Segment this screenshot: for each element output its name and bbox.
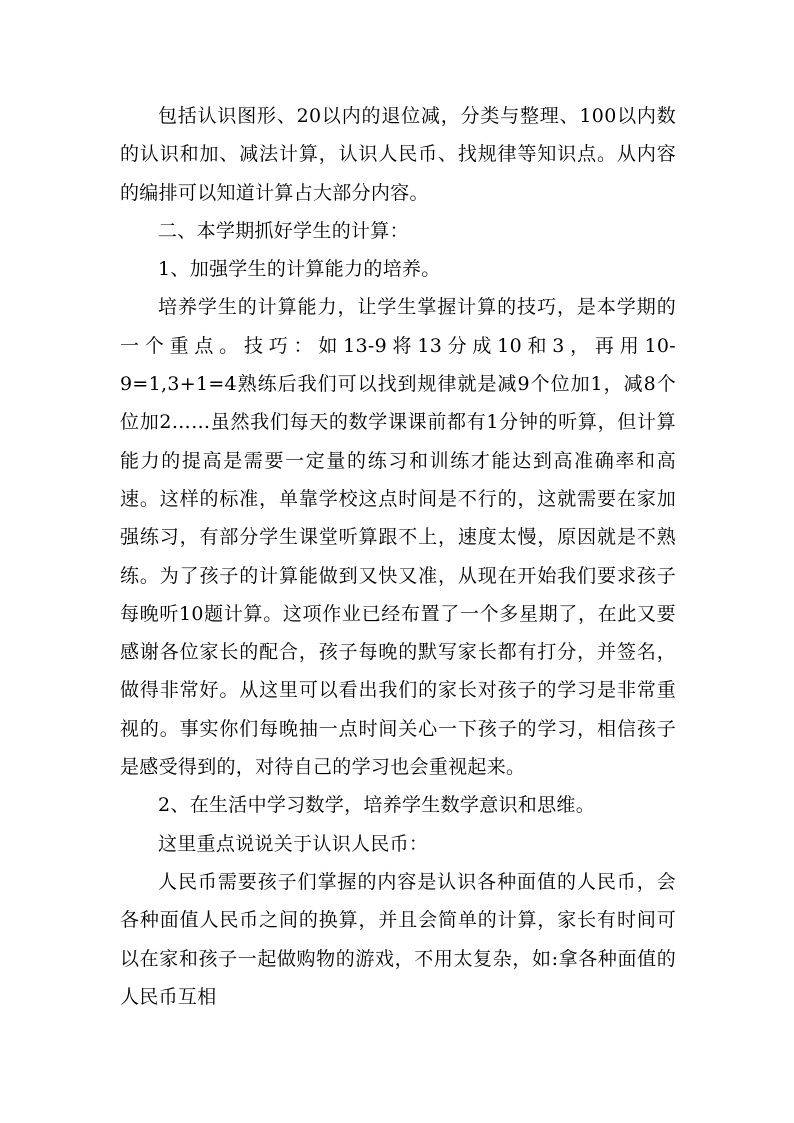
section-heading-calculation: 二、本学期抓好学生的计算： [158,219,409,242]
paragraph-rmb-content: 人民币需要孩子们掌握的内容是认识各种面值的人民币，会各种面值人民币之间的换算，并且会简单的计算，家长有时间可以在家和孩子一起做购物的游戏，不用太复杂，如:拿各种面值的人民币互相 [120,870,676,1008]
paragraph-calculation-training: 培养学生的计算能力，让学生掌握计算的技巧，是本学期的一个重点。技巧：如13-9将13分成10和3，再用10-9=1,3+1=4熟练后我们可以找到规律就是减9个位加1，减8个位加2……虽然我们每天的数学课课前都有1分钟的听算，但计算能力的提高是需要一定量的练习和训练才能达到高准确率和高速。这样的标准，单靠学校这点时间是不行的，这就需要在家加强练习，有部分学生课堂听算跟不上，速度太慢，原因就是不熟练。为了孩子的计算能做到又快又准，从现在开始我们要求孩子每晚听10题计算。这项作业已经布置了一个多星期了，在此又要感谢各位家长的配合，孩子每晚的默写家长都有打分，并签名，做得非常好。从这里可以看出我们的家长对孩子的学习是非常重视的。事实你们每晚抽一点时间关心一下孩子的学习，相信孩子是感受得到的，对待自己的学习也会重视起来。 [120,296,676,779]
subheading-calculation-ability: 1、加强学生的计算能力的培养。 [158,258,441,281]
paragraph-topics-intro: 包括认识图形、20以内的退位减，分类与整理、100以内数的认识和加、减法计算，认识人民币、找规律等知识点。从内容的编排可以知道计算占大部分内容。 [120,105,676,204]
subheading-math-in-life: 2、在生活中学习数学，培养学生数学意识和思维。 [158,794,595,817]
document-page [120,97,676,1016]
paragraph-rmb-focus: 这里重点说说关于认识人民币： [158,832,429,855]
